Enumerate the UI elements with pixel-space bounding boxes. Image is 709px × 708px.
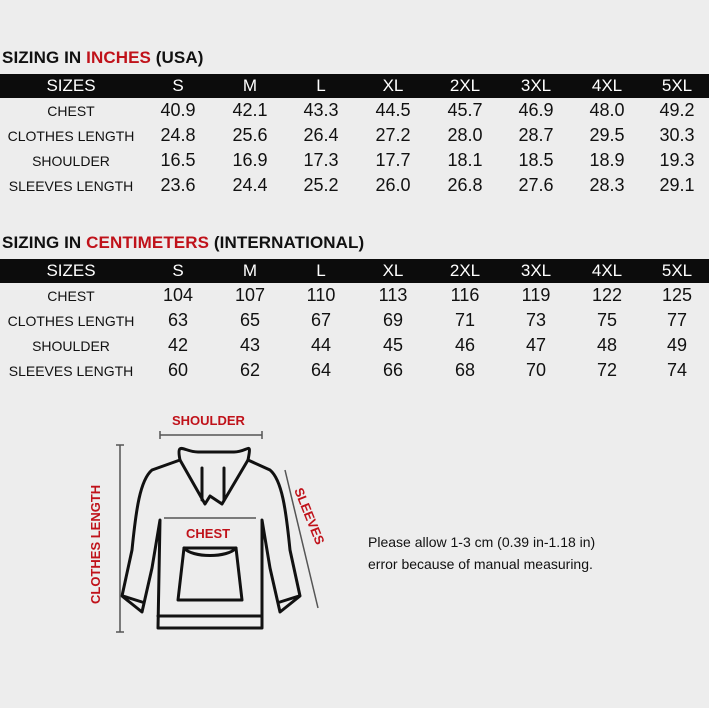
header-size: M [242, 76, 258, 95]
table-cell: 116 [450, 285, 480, 305]
table-cell: 16.9 [232, 150, 268, 170]
row-label: CLOTHES LENGTH [7, 128, 135, 144]
table-cell: 25.6 [232, 125, 268, 145]
header-size: 4XL [591, 76, 623, 95]
table-cell: 27.2 [375, 125, 411, 145]
header-size: 4XL [591, 261, 623, 280]
table-cell: 45 [382, 335, 404, 355]
table-cell: 28.3 [589, 175, 625, 195]
row-label: SLEEVES LENGTH [8, 363, 134, 379]
header-sizes: SIZES [46, 261, 96, 280]
table-cell: 19.3 [659, 150, 695, 170]
row-label: SHOULDER [32, 338, 110, 354]
table-row [0, 283, 709, 308]
header-size: S [172, 76, 184, 95]
usa-header-row [0, 74, 709, 98]
table-cell: 17.7 [375, 150, 411, 170]
table-cell: 66 [382, 360, 404, 380]
header-size: 5XL [661, 76, 693, 95]
table-row [0, 98, 709, 123]
shoulder-label: SHOULDER [172, 413, 245, 428]
table-cell: 43.3 [303, 100, 339, 120]
table-cell: 62 [239, 360, 261, 380]
table-cell: 16.5 [160, 150, 196, 170]
table-cell: 48 [596, 335, 618, 355]
table-cell: 49.2 [659, 100, 695, 120]
row-label: CHEST [47, 288, 95, 304]
table-cell: 18.1 [447, 150, 483, 170]
header-size: 3XL [520, 76, 552, 95]
table-cell: 73 [525, 310, 547, 330]
table-cell: 28.7 [518, 125, 554, 145]
table-cell: 113 [378, 285, 408, 305]
table-cell: 26.0 [375, 175, 411, 195]
table-cell: 27.6 [518, 175, 554, 195]
table-row [0, 333, 709, 358]
table-cell: 26.8 [447, 175, 483, 195]
row-label: CLOTHES LENGTH [7, 313, 135, 329]
table-cell: 40.9 [160, 100, 196, 120]
clothes-length-label: CLOTHES LENGTH [88, 484, 103, 604]
table-cell: 68 [454, 360, 476, 380]
table-cell: 67 [310, 310, 332, 330]
table-cell: 29.5 [589, 125, 625, 145]
header-size: 2XL [449, 261, 481, 280]
table-cell: 17.3 [303, 150, 339, 170]
usa-title [2, 48, 204, 68]
table-cell: 48.0 [589, 100, 625, 120]
table-cell: 30.3 [659, 125, 695, 145]
note-line-1: Please allow 1-3 cm (0.39 in-1.18 in) [368, 534, 596, 550]
table-cell: 46.9 [518, 100, 554, 120]
intl-title-suffix: (INTERNATIONAL) [209, 233, 365, 252]
table-cell: 18.9 [589, 150, 625, 170]
header-size: 2XL [449, 76, 481, 95]
table-cell: 70 [525, 360, 547, 380]
table-cell: 74 [666, 360, 688, 380]
table-cell: 24.8 [160, 125, 196, 145]
note-line-2: error because of manual measuring. [368, 556, 593, 572]
row-label: SHOULDER [32, 153, 110, 169]
table-cell: 49 [666, 335, 688, 355]
table-cell: 104 [162, 285, 194, 305]
table-cell: 125 [661, 285, 693, 305]
table-cell: 24.4 [232, 175, 268, 195]
table-row [0, 123, 709, 148]
table-cell: 72 [596, 360, 618, 380]
header-size: M [242, 261, 258, 280]
table-cell: 119 [521, 285, 551, 305]
header-size: 3XL [520, 261, 552, 280]
table-cell: 25.2 [303, 175, 339, 195]
table-cell: 46 [454, 335, 476, 355]
table-row [0, 358, 709, 383]
table-cell: 77 [666, 310, 688, 330]
table-cell: 122 [591, 285, 623, 305]
table-cell: 29.1 [659, 175, 695, 195]
measurement-note [368, 531, 595, 575]
row-label: SLEEVES LENGTH [8, 178, 134, 194]
table-cell: 26.4 [303, 125, 339, 145]
header-size: S [172, 261, 184, 280]
usa-title-suffix: (USA) [150, 48, 204, 67]
table-cell: 45.7 [447, 100, 483, 120]
table-cell: 18.5 [518, 150, 554, 170]
intl-title-prefix: SIZING IN [2, 233, 87, 252]
chest-label: CHEST [186, 526, 231, 541]
table-cell: 44.5 [375, 100, 411, 120]
table-cell: 23.6 [160, 175, 196, 195]
header-size: L [316, 76, 326, 95]
intl-title-unit: CENTIMETERS [86, 233, 210, 252]
table-cell: 107 [234, 285, 266, 305]
header-sizes: SIZES [46, 76, 96, 95]
intl-header-row [0, 259, 709, 283]
table-cell: 71 [454, 310, 476, 330]
sleeves-label: SLEEVES [291, 485, 328, 547]
hoodie-measurement-diagram [80, 400, 340, 640]
header-size: XL [382, 76, 404, 95]
table-cell: 64 [310, 360, 332, 380]
header-size: XL [382, 261, 404, 280]
header-size: 5XL [661, 261, 693, 280]
table-row [0, 308, 709, 333]
usa-title-unit: INCHES [86, 48, 151, 67]
usa-size-table [0, 74, 709, 198]
usa-title-prefix: SIZING IN [2, 48, 87, 67]
table-cell: 43 [239, 335, 261, 355]
table-cell: 69 [382, 310, 404, 330]
table-cell: 63 [167, 310, 189, 330]
table-cell: 75 [596, 310, 618, 330]
table-cell: 42.1 [232, 100, 268, 120]
table-row [0, 148, 709, 173]
table-cell: 42 [167, 335, 189, 355]
table-cell: 44 [310, 335, 332, 355]
intl-title [2, 233, 364, 253]
table-cell: 110 [306, 285, 336, 305]
table-row [0, 173, 709, 198]
table-cell: 28.0 [447, 125, 483, 145]
row-label: CHEST [47, 103, 95, 119]
table-cell: 47 [525, 335, 547, 355]
intl-size-table [0, 259, 709, 383]
table-cell: 60 [167, 360, 189, 380]
header-size: L [316, 261, 326, 280]
table-cell: 65 [239, 310, 261, 330]
